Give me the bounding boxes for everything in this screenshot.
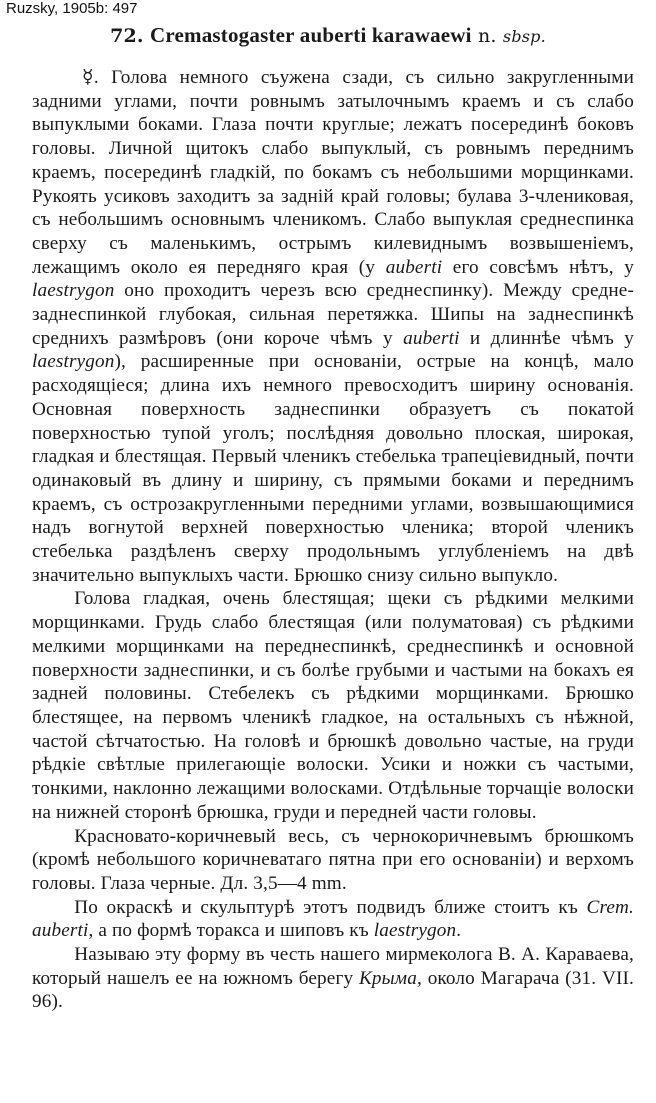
italic-taxon: laestrygon — [373, 920, 457, 942]
species-title: Cremastogaster auberti karawaewi — [149, 23, 472, 47]
italic-taxon: laestrygon — [32, 280, 115, 302]
species-number: 72. — [110, 25, 144, 47]
text-run: Голова гладкая, очень блестящая; щеки съ рѣдкими мелкими морщинками. Грудь слабо блестящая (или полуматовая) съ рѣдкими мелкими морщинками на переднеспинкѣ, среднеспинкѣ и основной поверхности заднеспинки, и съ болѣе грубыми и частыми на бокахъ ея задней половины. Стебелекъ съ рѣдкими морщинками. Брюшко блестящее, на первомъ членикѣ гладкое, на остальныхъ съ нѣжной, частой сѣтчатостью. На головѣ и брюшкѣ довольно частые, на груди рѣдкiе свѣтлые прилегающiе волоски. Усики и ножки съ частыми, тонкими, наклонно лежащими волосками. Отдѣльные торчащiе волоски на нижней сторонѣ брюшка, груди и передней части головы. — [32, 588, 634, 823]
paragraph-comparison — [32, 896, 634, 943]
text-run: Называю эту форму въ честь нашего мирмеколога В. А. Караваева, который нашелъ ее на южномъ берегу — [32, 944, 634, 989]
italic-taxon: auberti — [385, 256, 443, 278]
text-run: ☿. Голова немного съужена сзади, съ сильно закругленными задними углами, почти ровнымъ затылочнымъ краемъ и съ слабо выпуклыми боками. Глаза почти круглые; лежатъ посерединѣ боковъ головы. Личной щитокъ слабо выпуклый, съ ровнымъ переднимъ краемъ, посерединѣ гладкій, по бокамъ съ небольшими морщинками. Рукоять усиковъ заходитъ за заднiй край головы; булава 3-члениковая, съ небольшимъ основнымъ членикомъ. Слабо выпуклая среднеспинка сверху съ маленькимъ, острымъ килевиднымъ возвышенiемъ, лежащимъ около ея передняго края (у — [32, 67, 634, 278]
paragraph-coloration — [32, 825, 634, 896]
text-run: его совсѣмъ нѣтъ, у — [442, 256, 634, 278]
text-run: ), расширенные при основанiи, острые на концѣ, мало расходящiеся; длина ихъ немного превосходитъ ширину основанiя. Основная поверхность заднеспинки образуетъ съ покатой поверхностью тупой уголъ; послѣдняя довольно плоская, широкая, гладкая и блестящая. Первый членикъ стебелька трапецiевидный, почти одинаковый въ длину и ширину, съ прямыми боками и переднимъ краемъ, съ острозакругленными передними углами, возвышающимися надъ вогнутой верхней поверхностью членика; второй членикъ стебелька раздѣленъ сверху продольнымъ углубленiемъ на двѣ значительно выпуклыхъ части. Брюшко снизу сильно выпукло. — [32, 351, 634, 586]
paragraph-morphology — [32, 66, 634, 587]
italic-taxon: laestrygon — [32, 351, 115, 373]
text-run: оно проходитъ черезъ всю среднеспинку). Между средне-заднеспинкой глубокая, сильная перетяжка. Шипы на заднеспинкѣ среднихъ размѣровъ (они короче чѣмъ у — [32, 280, 634, 349]
species-status: n. — [477, 25, 497, 47]
paragraph-sculpture — [32, 587, 634, 824]
text-run: Красновато-коричневый весь, съ чернокоричневымъ брюшкомъ (кромѣ небольшого коричневатаго пятна при его основанiи) и верхомъ головы. Глаза черные. Дл. 3,5—4 mm. — [32, 825, 634, 894]
text-run: и длиннѣе чѣмъ у — [459, 327, 634, 349]
italic-taxon: Crem. auberti — [32, 896, 634, 942]
species-heading — [0, 21, 656, 51]
italic-locality: Крыма — [359, 967, 417, 989]
species-rank: sbsp. — [502, 27, 546, 46]
text-run: . — [456, 920, 462, 942]
description-body — [32, 66, 634, 1014]
paragraph-etymology — [32, 943, 634, 1014]
italic-taxon: auberti — [403, 327, 460, 349]
citation-label: Ruzsky, 1905b: 497 — [6, 0, 138, 17]
text-run: , около Магарача (31. VII. 96). — [32, 967, 634, 1013]
text-run: , а по формѣ торакса и шиповъ къ — [88, 920, 374, 942]
text-run: По окраскѣ и скульптурѣ этотъ подвидъ ближе стоитъ къ — [74, 896, 587, 918]
